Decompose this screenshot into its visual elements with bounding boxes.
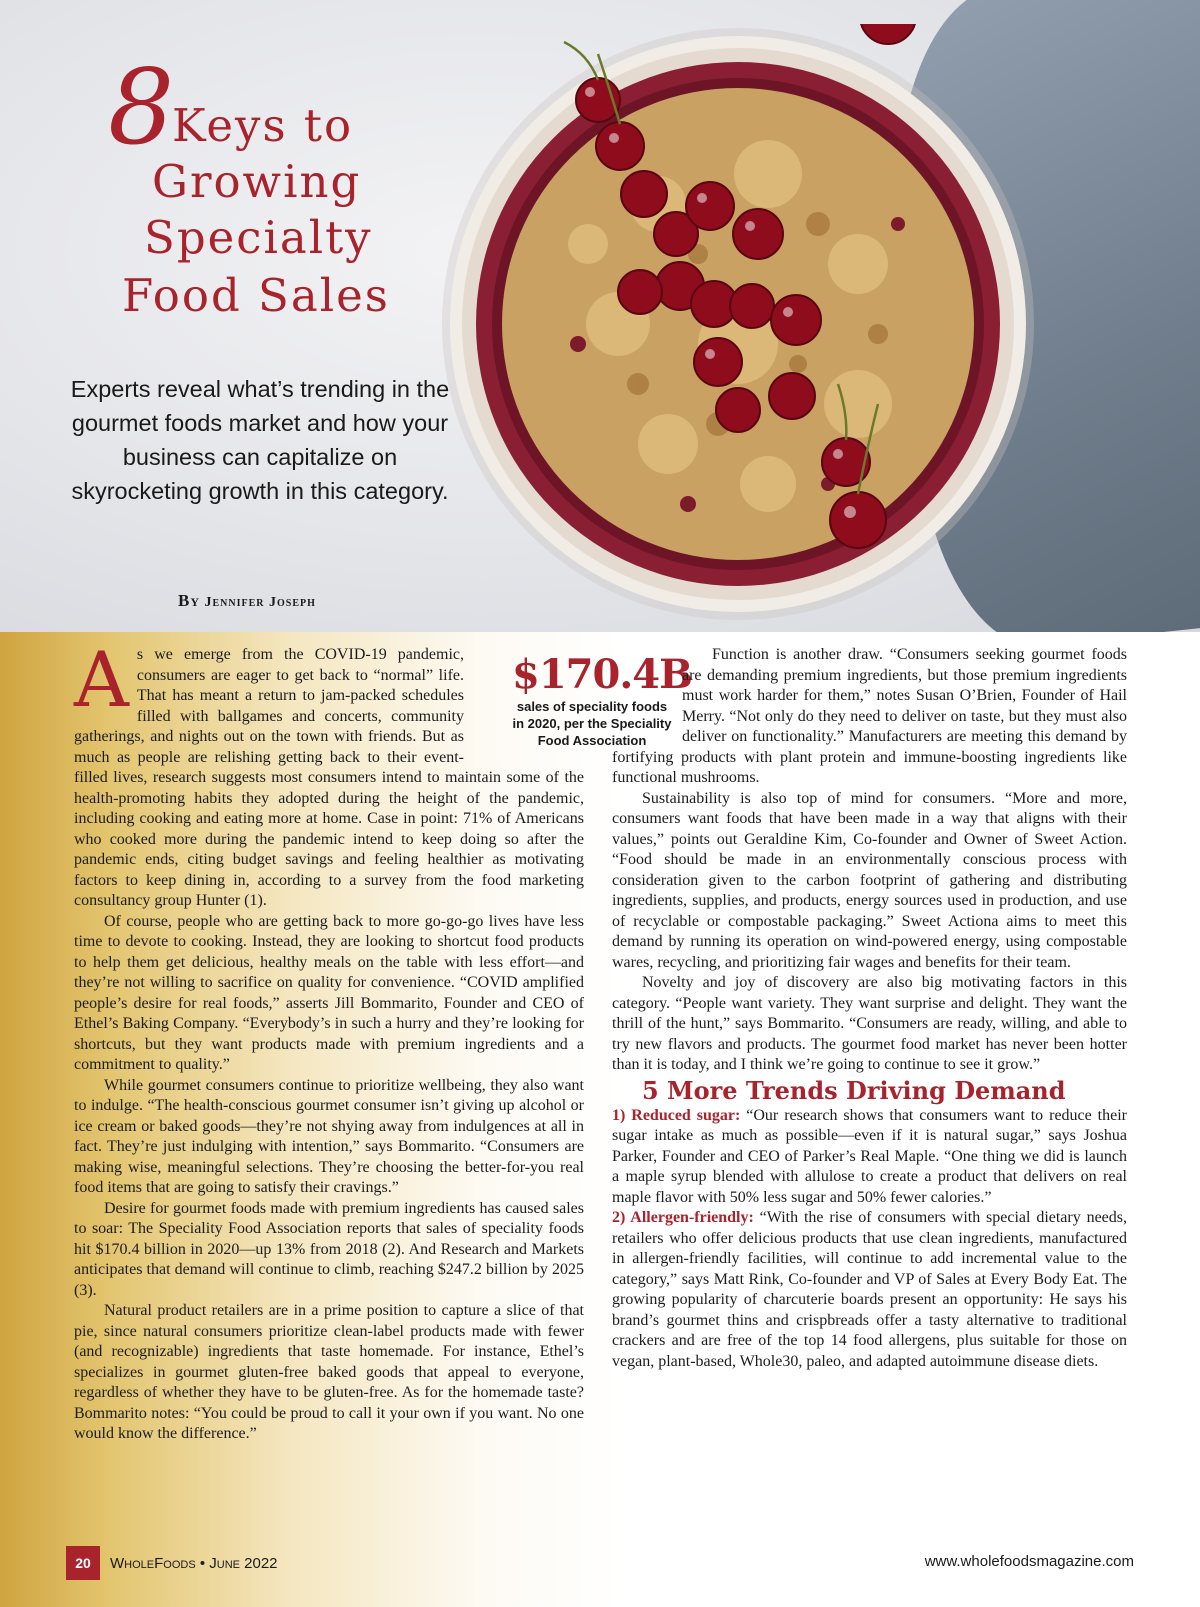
paragraph: Natural product retailers are in a prime position to capture a slice of that pie, since natural consumers prioritize clean-label products made with fewer (and recognizable) ingredients that taste homemade. For instance, Ethel’s specializes in gourmet gluten-free baked goods that appeal to everyone, regardless of whether they have to be gluten-free. As for the homemade taste? Bommarito notes: “You could be proud to call it your own if you want. No one would know the difference.” — [74, 1302, 584, 1442]
cherry-crumble-illustration — [438, 24, 1038, 624]
paragraph: A s we emerge from the COVID-19 pandemic, consumers are eager to get back to “normal” life. That has meant a return to jam-packed schedules filled with ballgames and concerts, community gatherings, and nights out on the town with friends. But as much as people are relishing getting back to their event-filled lives, research suggests most consumers intend to maintain some of the health-promoting habits they adopted during the height of the pandemic, including cooking and eating more at home. Case in point: 71% of Americans who cooked more during the pandemic intend to keep doing so after the pandemic ends, citing budget savings and feeling healthier as motivating factors to keep dining in, according to a survey from the food marketing consultancy group Hunter (1). — [74, 635, 584, 909]
drop-cap: A — [74, 635, 129, 724]
paragraph: Sustainability is also top of mind for consumers. “More and more, consumers want foods that have been made in a way that aligns with their values,” points out Geraldine Kim, Co-founder and Owner of Sweet Action. “Food should be made in an environmentally conscious process with consideration given to the carbon footprint of gathering and distributing ingredients, supplies, and products, energy sources used in production, and use of recyclable or compostable packaging.” Sweet Actiona aims to meet this demand by running its operation on wind-powered energy, using compostable wares, recycling, and prioritizing fair wages and benefits for their team. — [612, 789, 1127, 971]
callout-caption: sales of speciality foods in 2020, per the Speciality Food Association — [512, 699, 672, 748]
right-column — [612, 645, 1127, 1372]
headline-line-2: Growing — [152, 155, 362, 208]
left-column — [74, 635, 584, 1445]
headline-number: 8 — [108, 46, 175, 168]
section-heading: 5 More Trends Driving Demand — [642, 1075, 1066, 1105]
deck-subtitle: Experts reveal what’s trending in the gourmet foods market and how your business can capitalize on skyrocketing growth in this category. — [70, 376, 450, 504]
trend-item: 2) Allergen-friendly: “With the rise of consumers with special dietary needs, retailers who offer delicious products that use clean ingredients, manufactured in allergen-friendly facilities, will continue to add incremental value to the category,” says Matt Rink, Co-founder and VP of Sales at Every Body Eat. The growing popularity of charcuterie boards present an opportunity: He says his brand’s gourmet thins and crispbreads offer a tasty alternative to traditional crackers and are free of the top 14 food allergens, plus suitable for those on vegan, plant-based, Whole30, paleo, and adapted autoimmune disease diets. — [612, 1209, 1128, 1370]
headline-line-4: Food Sales — [122, 269, 390, 322]
paragraph: While gourmet consumers continue to prioritize wellbeing, they also want to indulge. “The health-conscious gourmet consumer isn’t giving up alcohol or ice cream or baked goods—they’re not shying away from indulgences at all in fact. They’re just indulging with intention,” says Bommarito. “Consumers are making wise, meaningful selections. They’re choosing the better-for-you real food items that are going to satisfy their cravings.” — [74, 1076, 584, 1196]
paragraph: Novelty and joy of discovery are also big motivating factors in this category. “People want variety. They want surprise and delight. They want the thrill of the hunt,” says Bommarito. “Consumers are ready, willing, and able to try new flavors and products. The gourmet food market has never been hotter than it is today, and I think we’re going to continue to see it grow.” — [612, 974, 1127, 1073]
headline-line-3: Specialty — [144, 211, 373, 264]
trend-item: 1) Reduced sugar: “Our research shows that consumers want to reduce their sugar intake as much as possible—even if it is natural sugar,” says Joshua Parker, Founder and CEO of Parker’s Real Maple. “One thing we did is launch a maple syrup blended with allulose to create a product that delivers on real maple flavor with 50% less sugar and 50% fewer calories.” — [612, 1106, 1128, 1206]
paragraph: Function is another draw. “Consumers seeking gourmet foods are demanding premium ingredients, but those premium ingredients must work harder for them,” notes Susan O’Brien, Founder of Hail Merry. “Not only do they need to deliver on taste, but they must also deliver on functionality.” Manufacturers are meeting this demand by fortifying products with plant protein and immune-boosting ingredients like functional mushrooms. — [612, 646, 1127, 786]
paragraph: Desire for gourmet foods made with premium ingredients has caused sales to soar: The Speciality Food Association reports that sales of speciality foods hit $170.4 billion in 2020—up 13% from 2018 (2). And Research and Markets anticipates that demand will continue to climb, reaching $247.2 billion by 2025 (3). — [74, 1199, 584, 1299]
website-url: www.wholefoodsmagazine.com — [924, 1553, 1134, 1570]
headline-line-1: Keys to — [172, 99, 354, 152]
byline: By Jennifer Joseph — [178, 591, 316, 610]
callout-value: $170.4B — [512, 651, 692, 698]
paragraph: Of course, people who are getting back to more go-go-go lives have less time to devote to cooking. Instead, they are looking to shortcut food products to help them get delicious, healthy meals on the table with less effort—and they’re not willing to sacrifice on quality for convenience. “COVID amplified people’s desire for real foods,” asserts Jill Bommarito, Founder and CEO of Ethel’s Baking Company. “Everybody’s in such a hurry and they’re looking for shortcuts, but they want products made with premium ingredients and a commitment to quality.” — [74, 912, 584, 1073]
hero-photo — [0, 0, 1200, 632]
publication-info: WholeFoods • June 2022 — [110, 1555, 278, 1572]
page-number: 20 — [66, 1546, 100, 1580]
author-name: Jennifer Joseph — [204, 595, 316, 610]
